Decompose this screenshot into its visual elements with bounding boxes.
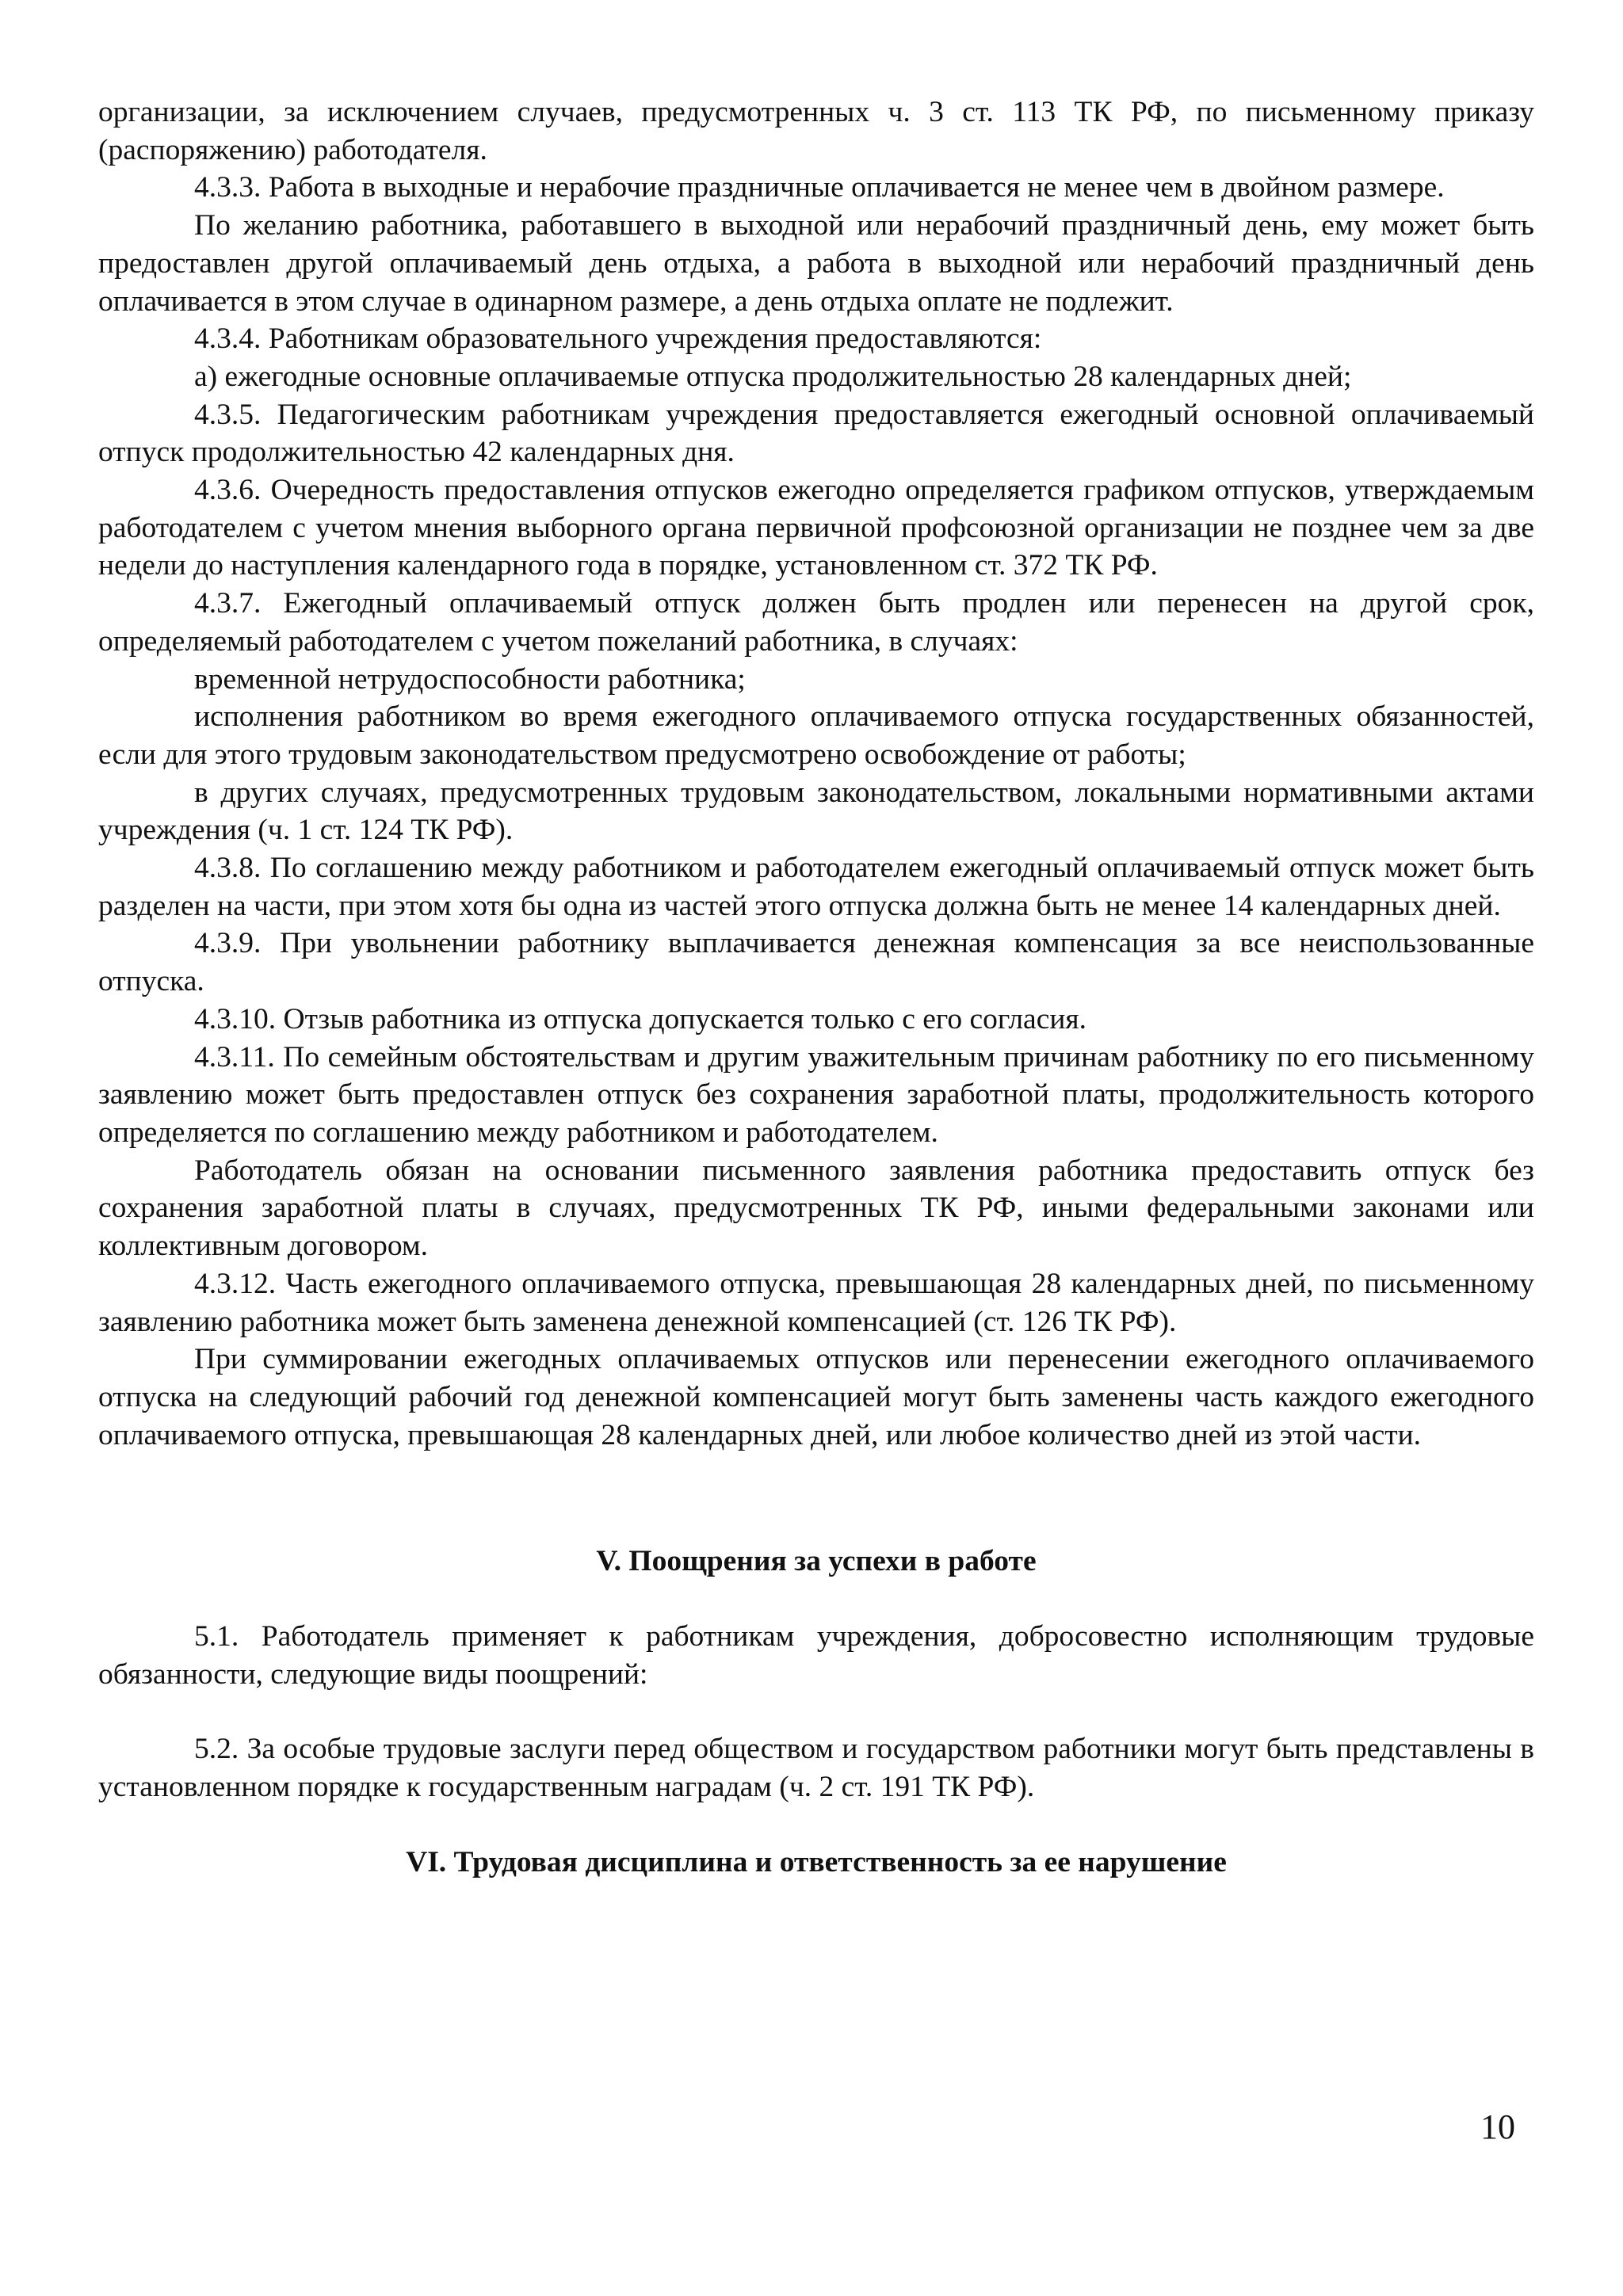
paragraph-4-3-4: 4.3.4. Работникам образовательного учреждения предоставляются: bbox=[194, 322, 1042, 356]
paragraph-4-3-10: 4.3.10. Отзыв работника из отпуска допускается только с его согласия. bbox=[194, 1002, 1087, 1035]
section-5-heading: V. Поощрения за успехи в работе bbox=[596, 1545, 1037, 1578]
paragraph-4-3-7: 4.3.7. Ежегодный оплачиваемый отпуск должен быть продлен или перенесен на другой срок, определяемый работодателем с учетом пожеланий работника, в случаях: bbox=[98, 587, 1534, 658]
page-number: 10 bbox=[1480, 2107, 1515, 2146]
paragraph-summation: При суммировании ежегодных оплачиваемых отпусков или перенесении ежегодного оплачиваемого отпуска на следующий рабочий год денежной компенсацией могут быть заменены часть каждого ежегодного оплачиваемого отпуска, превышающая 28 календарных дней, или любое количество дней из этой части. bbox=[98, 1343, 1534, 1451]
document-page bbox=[98, 93, 1534, 1882]
paragraph-4-3-3: 4.3.3. Работа в выходные и нерабочие праздничные оплачивается не менее чем в двойном размере. bbox=[194, 171, 1445, 204]
paragraph-4-3-7-case-2: исполнения работником во время ежегодного оплачиваемого отпуска государственных обязанностей, если для этого трудовым законодательством предусмотрено освобождение от работы; bbox=[98, 700, 1534, 771]
spacer bbox=[98, 1693, 1534, 1730]
paragraph-4-3-8: 4.3.8. По соглашению между работником и работодателем ежегодный оплачиваемый отпуск может быть разделен на части, при этом хотя бы одна из частей этого отпуска должна быть не менее 14 календарных дней. bbox=[98, 852, 1534, 922]
paragraph-employer-obligation: Работодатель обязан на основании письменного заявления работника предоставить отпуск без сохранения заработной платы в случаях, предусмотренных ТК РФ, иными федеральными законами или коллективным договором. bbox=[98, 1154, 1534, 1263]
spacer bbox=[98, 1581, 1534, 1618]
paragraph-4-3-6: 4.3.6. Очередность предоставления отпусков ежегодно определяется графиком отпусков, утверждаемым работодателем с учетом мнения выборного органа первичной профсоюзной организации не позднее чем за две недели до наступления календарного года в порядке, установленном ст. 372 ТК РФ. bbox=[98, 474, 1534, 582]
paragraph-4-3-9: 4.3.9. При увольнении работнику выплачивается денежная компенсация за все неиспользованные отпуска. bbox=[98, 927, 1534, 998]
section-6-heading: VI. Трудовая дисциплина и ответственность за ее нарушение bbox=[406, 1845, 1227, 1878]
spacer bbox=[98, 1454, 1534, 1543]
spacer bbox=[98, 1806, 1534, 1844]
paragraph-4-3-4-a: а) ежегодные основные оплачиваемые отпуска продолжительностью 28 календарных дней; bbox=[194, 360, 1352, 393]
paragraph-4-3-7-case-3: в других случаях, предусмотренных трудовым законодательством, локальными нормативными актами учреждения (ч. 1 ст. 124 ТК РФ). bbox=[98, 776, 1534, 847]
paragraph-continuation: организации, за исключением случаев, предусмотренных ч. 3 ст. 113 ТК РФ, по письменному приказу (распоряжению) работодателя. bbox=[98, 96, 1534, 166]
paragraph-4-3-5: 4.3.5. Педагогическим работникам учреждения предоставляется ежегодный основной оплачиваемый отпуск продолжительностью 42 календарных дня. bbox=[98, 398, 1534, 469]
paragraph-5-1: 5.1. Работодатель применяет к работникам учреждения, добросовестно исполняющим трудовые обязанности, следующие виды поощрений: bbox=[98, 1620, 1534, 1691]
paragraph-5-2: 5.2. За особые трудовые заслуги перед обществом и государством работники могут быть представлены в установленном порядке к государственным наградам (ч. 2 ст. 191 ТК РФ). bbox=[98, 1733, 1534, 1804]
paragraph-4-3-7-case-1: временной нетрудоспособности работника; bbox=[194, 662, 746, 696]
paragraph-4-3-12: 4.3.12. Часть ежегодного оплачиваемого отпуска, превышающая 28 календарных дней, по письменному заявлению работника может быть заменена денежной компенсацией (ст. 126 ТК РФ). bbox=[98, 1267, 1534, 1338]
paragraph-4-3-11: 4.3.11. По семейным обстоятельствам и другим уважительным причинам работнику по его письменному заявлению может быть предоставлен отпуск без сохранения заработной платы, продолжительность которого определяется по соглашению между работником и работодателем. bbox=[98, 1040, 1534, 1149]
paragraph-holiday-rest-day: По желанию работника, работавшего в выходной или нерабочий праздничный день, ему может быть предоставлен другой оплачиваемый день отдыха, а работа в выходной или нерабочий праздничный день оплачивается в этом случае в одинарном размере, а день отдыха оплате не подлежит. bbox=[98, 209, 1534, 318]
